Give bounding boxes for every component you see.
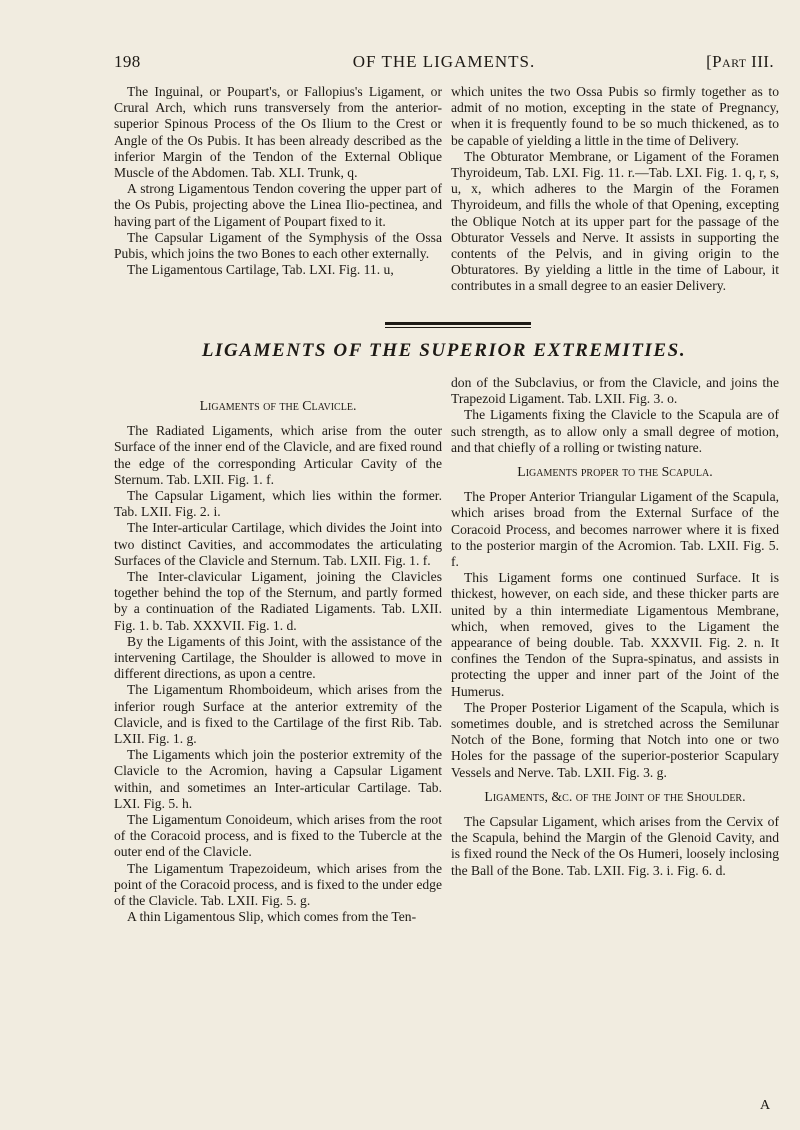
paragraph: A thin Ligamentous Slip, which comes from the Ten-	[127, 909, 417, 925]
paragraph: The Ligamentum Rhomboideum, which arises from the inferior rough Surface at the anterior extremity of the Clavicle, and is fixed to the Cartilage of the first Rib. Tab. LXII. Fig. 1. g.	[114, 682, 442, 747]
page-number: 198	[114, 52, 141, 71]
paragraph: The Ligamentum Trapezoideum, which arises from the point of the Coracoid process, and is fixed to the under edge of the Clavicle. Tab. LXII. Fig. 5. g.	[114, 860, 442, 909]
running-title: OF THE LIGAMENTS.	[352, 52, 536, 71]
paragraph: A strong Ligamentous Tendon covering the upper part of the Os Pubis, projecting above the Linea Ilio-pectinea, and having part of the Ligament of Poupart fixed to it.	[114, 181, 442, 229]
subsection-heading: Ligaments of the Clavicle.	[199, 398, 357, 413]
paragraph: The Inguinal, or Poupart's, or Fallopius's Ligament, or Crural Arch, which runs transversely from the anterior-superior Spinous Process of the Os Ilium to the Crest or Angle of the Os Pubis. It has been already described as the inferior Margin of the Tendon of the External Oblique Muscle of the Abdomen. Tab. XLI. Trunk, q.	[114, 84, 442, 181]
paragraph: don of the Subclavius, or from the Clavicle, and joins the Trapezoid Ligament. Tab. LXII. Fig. 3. o.	[451, 375, 779, 407]
paragraph: The Proper Anterior Triangular Ligament of the Scapula, which arises broad from the External Surface of the Coracoid Process, and becomes narrower where it is fixed to the posterior margin of the Acromion. Tab. LXII. Fig. 5. f.	[451, 489, 779, 570]
catchword: A	[760, 1098, 771, 1113]
subsection-heading: Ligaments, &c. of the Joint of the Shoulder.	[484, 788, 746, 804]
paragraph: The Ligaments fixing the Clavicle to the Scapula are of such strength, as to allow only a small degree of motion, and that chiefly of a rolling or twisting nature.	[451, 407, 779, 455]
right-column-top	[451, 84, 779, 295]
paragraph: The Obturator Membrane, or Ligament of the Foramen Thyroideum, Tab. LXI. Fig. 11. r.—Tab. LXI. Fig. 1. q, r, s, u, x, which adheres to the Margin of the Foramen Thyroideum, and fills the whole of that Opening, excepting the Oblique Notch at its upper part for the passage of the Obturator Vessels and Nerve. It assists in supporting the contents of the Pelvis, and in giving origin to the Obturatores. By yielding a little in the time of Labour, it contributes in a small degree to an easier Delivery.	[451, 148, 779, 294]
paragraph: The Inter-articular Cartilage, which divides the Joint into two distinct Cavities, and accommodates the articulating Surfaces of the Clavicle and Sternum. Tab. LXII. Fig. 1. f.	[114, 520, 442, 568]
paragraph: The Capsular Ligament, which arises from the Cervix of the Scapula, behind the Margin of the Glenoid Cavity, and is fixed round the Neck of the Os Humeri, loosely inclosing the Ball of the Bone. Tab. LXII. Fig. 3. i. Fig. 6. d.	[451, 814, 779, 878]
left-column-bottom	[114, 398, 442, 926]
running-header	[114, 52, 774, 78]
paragraph: The Capsular Ligament, which lies within the former. Tab. LXII. Fig. 2. i.	[114, 488, 442, 520]
left-column-top	[114, 84, 442, 278]
paragraph: The Capsular Ligament of the Symphysis of the Ossa Pubis, which joins the two Bones to each other externally.	[114, 229, 442, 262]
paragraph: This Ligament forms one continued Surface. It is thickest, however, on each side, and these thicker parts are united by a thin intermediate Ligamentous Membrane, which, when removed, gives to the Ligament the appearance of being double. Tab. XXXVII. Fig. 2. n. It confines the Tendon of the Supra-spinatus, and assists in protecting the upper and inner part of the Joint of the Humerus.	[451, 570, 779, 699]
paragraph: The Radiated Ligaments, which arise from the outer Surface of the inner end of the Clavicle, and are fixed round the edge of the corresponding Articular Cavity of the Sternum. Tab. LXII. Fig. 1. f.	[114, 423, 442, 487]
paragraph: The Ligamentum Conoideum, which arises from the root of the Coracoid process, and is fixed to the Tubercle at the outer end of the Clavicle.	[114, 812, 442, 860]
section-title: LIGAMENTS OF THE SUPERIOR EXTREMITIES.	[201, 340, 687, 361]
paragraph: By the Ligaments of this Joint, with the assistance of the intervening Cartilage, the Shoulder is allowed to move in different directions, as upon a centre.	[114, 633, 442, 682]
paragraph: The Ligaments which join the posterior extremity of the Clavicle to the Acromion, having a Capsular Ligament within, and sometimes an Inter-articular Cartilage. Tab. LXI. Fig. 5. h.	[114, 747, 442, 811]
paragraph: The Ligamentous Cartilage, Tab. LXI. Fig. 11. u,	[127, 262, 394, 278]
subsection-heading: Ligaments proper to the Scapula.	[517, 464, 713, 480]
paragraph: The Proper Posterior Ligament of the Scapula, which is sometimes double, and is stretched across the Semilunar Notch of the Bone, forming that Notch into one or two Holes for the passage of the superior-posterior Scapulary Vessels and Nerve. Tab. LXII. Fig. 3. g.	[451, 699, 779, 780]
paragraph: which unites the two Ossa Pubis so firmly together as to admit of no motion, excepting in the state of Pregnancy, when it is frequently found to be so much thickened, as to be capable of yielding a little in the time of Delivery.	[451, 84, 779, 148]
section-divider	[385, 322, 531, 328]
part-label: [Part III.	[706, 52, 774, 71]
right-column-bottom	[451, 375, 779, 879]
paragraph: The Inter-clavicular Ligament, joining the Clavicles together behind the top of the Sternum, and partly formed by a continuation of the Radiated Ligaments. Tab. LXII. Fig. 1. b. Tab. XXXVII. Fig. 1. d.	[114, 569, 442, 633]
